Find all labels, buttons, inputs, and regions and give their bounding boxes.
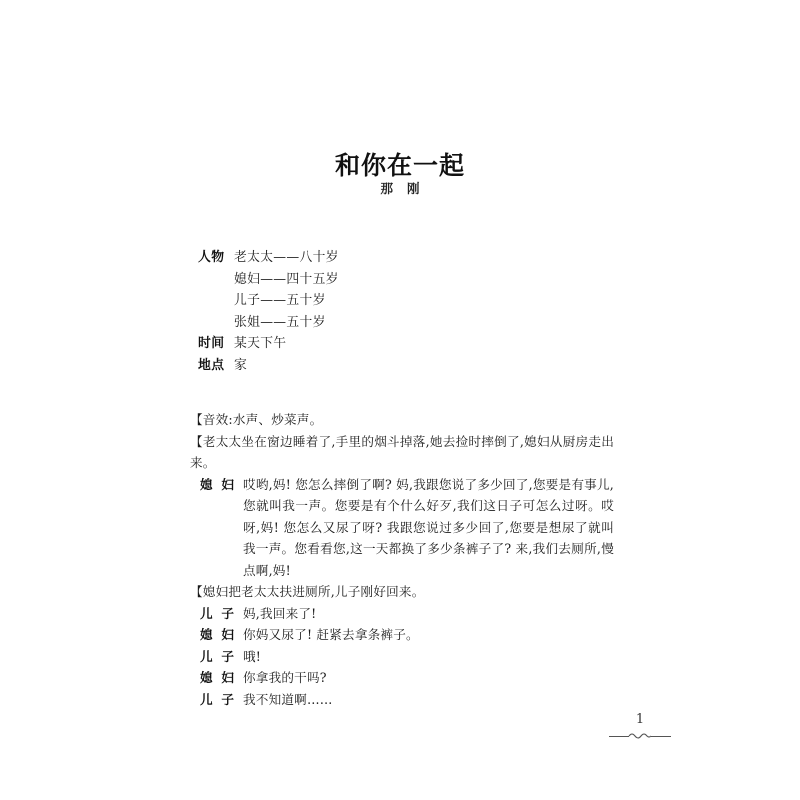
dialogue-line	[190, 667, 614, 689]
metadata-label: 人物	[198, 250, 225, 265]
stage-direction: 【媳妇把老太太扶进厕所,儿子刚好回来。	[190, 584, 425, 599]
metadata-label: 地点	[198, 357, 225, 373]
speaker-char-1: 媳	[200, 476, 213, 492]
wave-icon	[628, 731, 652, 741]
stage-direction: 【老太太坐在窗边睡着了,手里的烟斗掉落,她去捡时摔倒了,媳妇从厨房走出来。	[190, 433, 614, 470]
script-body	[190, 409, 614, 710]
play-metadata	[198, 247, 618, 376]
speaker-char-1: 儿	[200, 691, 213, 707]
metadata-row	[198, 290, 618, 312]
metadata-row	[198, 312, 618, 334]
dialogue-line	[190, 646, 614, 668]
speaker-name	[200, 646, 243, 668]
speaker-char-2: 子	[221, 691, 234, 707]
speaker-char-2: 妇	[221, 476, 234, 492]
speaker-name	[200, 689, 243, 711]
footer-ornament-icon	[609, 731, 671, 741]
dialogue-line	[190, 624, 614, 646]
metadata-row	[198, 269, 618, 291]
stage-direction: 【音效:水声、炒菜声。	[190, 412, 323, 427]
metadata-row	[198, 333, 618, 355]
dialogue-line	[190, 603, 614, 625]
author-given-name: 刚	[407, 181, 420, 196]
author-byline	[0, 181, 800, 196]
metadata-value: 张姐——五十岁	[234, 314, 326, 330]
speaker-char-2: 妇	[221, 627, 234, 642]
dialogue-text: 哎哟,妈! 您怎么摔倒了啊? 妈,我跟您说了多少回了,您要是有事儿,您就叫我一声。您要是有个什么好歹,我们这日子可怎么过呀。哎呀,妈! 您怎么又尿了呀? 我跟您说过多少回了,您要是想尿了就叫我一声。您看看您,这一天都换了多少条裤子了? 来,我们去厕所,慢点啊,妈!	[243, 476, 614, 578]
metadata-value: 某天下午	[234, 336, 287, 351]
speaker-char-1: 媳	[200, 670, 213, 685]
dialogue-line	[190, 689, 614, 711]
metadata-value: 媳妇——四十五岁	[234, 271, 339, 287]
dialogue-text: 妈,我回来了!	[243, 605, 317, 621]
speaker-name	[200, 474, 243, 496]
dialogue-text: 我不知道啊……	[243, 691, 333, 707]
metadata-label: 时间	[198, 336, 225, 351]
speaker-char-2: 子	[221, 648, 234, 664]
page-number: 1	[635, 712, 645, 727]
ornament-rule-left	[609, 736, 629, 737]
author-surname: 那	[380, 181, 393, 196]
metadata-value: 老太太——八十岁	[234, 250, 339, 265]
speaker-char-2: 妇	[221, 670, 234, 685]
speaker-char-1: 儿	[200, 648, 213, 664]
metadata-row	[198, 247, 618, 269]
dialogue-text: 你拿我的干吗?	[243, 670, 327, 685]
speaker-char-1: 媳	[200, 627, 213, 642]
speaker-char-2: 子	[221, 605, 234, 621]
page-footer	[600, 712, 680, 741]
dialogue-text: 你妈又尿了! 赶紧去拿条裤子。	[243, 627, 419, 642]
metadata-value: 儿子——五十岁	[234, 293, 326, 308]
speaker-name	[200, 603, 243, 625]
speaker-name	[200, 667, 243, 689]
speaker-name	[200, 624, 243, 646]
ornament-rule-right	[651, 736, 671, 737]
metadata-value: 家	[234, 357, 248, 373]
dialogue-text: 哦!	[243, 648, 262, 664]
dialogue-line	[190, 474, 614, 582]
page-title: 和你在一起	[334, 150, 465, 180]
speaker-char-1: 儿	[200, 605, 213, 621]
metadata-row	[198, 355, 618, 377]
